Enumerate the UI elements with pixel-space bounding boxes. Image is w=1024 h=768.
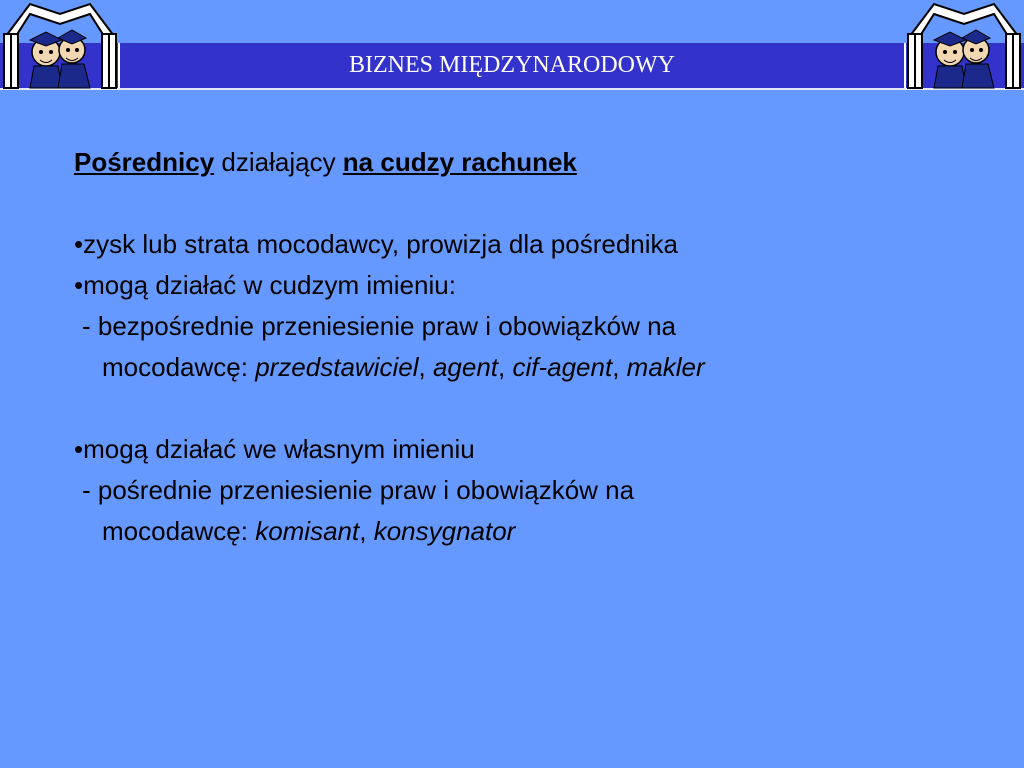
- slide-body: [74, 142, 974, 552]
- graduates-pavilion-icon: [0, 0, 120, 92]
- example-term: przedstawiciel: [255, 352, 419, 382]
- separator: ,: [418, 352, 433, 382]
- separator: ,: [498, 352, 513, 382]
- bullet-profit-loss: •zysk lub strata mocodawcy, prowizja dla pośrednika: [74, 229, 678, 259]
- spacer: [74, 183, 974, 224]
- examples-prefix: mocodawcę:: [102, 516, 256, 546]
- sub-indirect-examples: [74, 511, 974, 552]
- heading-term-account: na cudzy rachunek: [342, 147, 577, 177]
- separator: ,: [612, 352, 627, 382]
- spacer: [74, 388, 974, 429]
- examples-prefix: mocodawcę:: [102, 352, 256, 382]
- example-term: makler: [626, 352, 705, 382]
- header-divider: [0, 88, 1024, 90]
- heading-middle-text: działający: [214, 147, 343, 177]
- heading-term-intermediaries: Pośrednicy: [74, 147, 215, 177]
- sub-indirect-transfer: - pośrednie przeniesienie praw i obowiązków na: [82, 475, 635, 505]
- separator: ,: [359, 516, 374, 546]
- example-term: cif-agent: [512, 352, 613, 382]
- bullet-foreign-name: •mogą działać w cudzym imieniu:: [74, 270, 456, 300]
- example-term: agent: [432, 352, 499, 382]
- content-heading: [74, 142, 974, 183]
- graduates-pavilion-icon: [904, 0, 1024, 92]
- sub-direct-transfer: - bezpośrednie przeniesienie praw i obowiązków na: [82, 311, 677, 341]
- bullet-own-name: •mogą działać we własnym imieniu: [74, 434, 475, 464]
- example-term: komisant: [255, 516, 360, 546]
- example-term: konsygnator: [373, 516, 516, 546]
- slide-header-title: BIZNES MIĘDZYNARODOWY: [349, 52, 675, 78]
- sub-direct-examples: [74, 347, 974, 388]
